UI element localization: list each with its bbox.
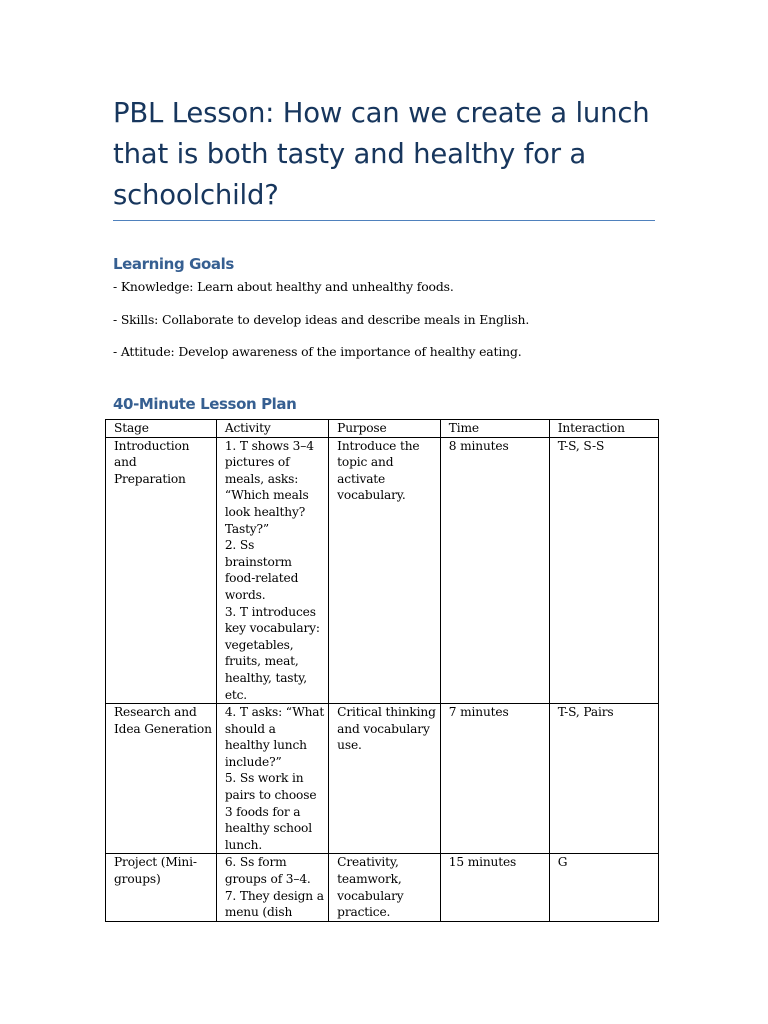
- cell-text: topic and: [337, 455, 394, 470]
- cell-text: T-S, Pairs: [557, 705, 614, 720]
- title-line: that is both tasty and healthy for a: [113, 138, 587, 170]
- cell-text: use.: [337, 738, 362, 753]
- cell-activity: [216, 437, 328, 704]
- cell-text: and: [114, 455, 137, 470]
- cell-text: practice.: [337, 905, 391, 920]
- cell-text: Preparation: [114, 471, 186, 486]
- lesson-plan-table: [105, 419, 659, 922]
- cell-text: 5. Ss work in: [224, 771, 304, 786]
- cell-purpose: [329, 854, 441, 921]
- cell-text: food-related: [224, 571, 299, 586]
- cell-text: “Which meals: [224, 488, 309, 503]
- lesson-plan-heading: 40-Minute Lesson Plan: [113, 395, 297, 413]
- goal-attitude: - Attitude: Develop awareness of the importance of healthy eating.: [113, 344, 522, 359]
- cell-text: groups): [114, 872, 161, 887]
- cell-text: Introduce the: [337, 438, 420, 453]
- cell-text: 3. T introduces: [224, 604, 316, 619]
- cell-text: healthy, tasty,: [224, 670, 308, 685]
- cell-interaction: [549, 854, 658, 921]
- table-row: [106, 437, 659, 704]
- cell-text: Creativity,: [337, 855, 399, 870]
- cell-text: pairs to choose: [224, 788, 317, 803]
- cell-purpose: [329, 437, 441, 704]
- cell-stage: [106, 854, 217, 921]
- cell-purpose: [329, 704, 441, 854]
- title-line: schoolchild?: [113, 179, 279, 211]
- cell-text: include?”: [224, 754, 282, 769]
- cell-text: Idea Generation: [114, 721, 212, 736]
- cell-text: Introduction: [114, 438, 190, 453]
- cell-text: look healthy?: [224, 504, 306, 519]
- cell-text: vocabulary.: [337, 488, 406, 503]
- cell-text: etc.: [224, 687, 248, 702]
- cell-text: and vocabulary: [337, 721, 430, 736]
- cell-text: groups of 3–4.: [224, 872, 311, 887]
- cell-text: vegetables,: [224, 637, 294, 652]
- cell-text: fruits, meat,: [224, 654, 299, 669]
- cell-interaction: [549, 437, 658, 704]
- cell-stage: [106, 437, 217, 704]
- column-header-purpose: Purpose: [329, 420, 441, 438]
- cell-text: 8 minutes: [448, 438, 509, 453]
- page-title: [113, 93, 673, 216]
- cell-text: brainstorm: [224, 554, 292, 569]
- cell-activity: [216, 854, 328, 921]
- cell-text: should a: [224, 721, 276, 736]
- cell-text: 7 minutes: [448, 705, 509, 720]
- cell-time: [440, 437, 549, 704]
- cell-text: healthy school: [224, 821, 312, 836]
- goal-skills: - Skills: Collaborate to develop ideas and describe meals in English.: [113, 312, 530, 327]
- cell-text: 6. Ss form: [224, 855, 287, 870]
- cell-text: Tasty?”: [224, 521, 270, 536]
- table-row: [106, 854, 659, 921]
- cell-text: lunch.: [224, 837, 263, 852]
- cell-text: key vocabulary:: [224, 621, 320, 636]
- cell-text: meals, asks:: [224, 471, 299, 486]
- cell-text: 15 minutes: [448, 855, 517, 870]
- cell-text: 3 foods for a: [224, 804, 301, 819]
- cell-text: activate: [337, 471, 386, 486]
- column-header-interaction: Interaction: [549, 420, 658, 438]
- cell-activity: [216, 704, 328, 854]
- cell-time: [440, 854, 549, 921]
- cell-text: pictures of: [224, 455, 290, 470]
- cell-text: healthy lunch: [224, 738, 307, 753]
- cell-text: 4. T asks: “What: [224, 705, 325, 720]
- cell-stage: [106, 704, 217, 854]
- title-divider: [113, 220, 655, 221]
- cell-text: menu (dish: [224, 905, 293, 920]
- column-header-stage: Stage: [106, 420, 217, 438]
- column-header-time: Time: [440, 420, 549, 438]
- learning-goals-heading: Learning Goals: [113, 255, 234, 273]
- cell-text: G: [557, 855, 568, 870]
- cell-text: 1. T shows 3–4: [224, 438, 314, 453]
- cell-time: [440, 704, 549, 854]
- cell-text: words.: [224, 587, 266, 602]
- cell-text: vocabulary: [337, 888, 404, 903]
- table-row: [106, 704, 659, 854]
- cell-text: T-S, S-S: [557, 438, 605, 453]
- cell-interaction: [549, 704, 658, 854]
- table-header-row: [106, 420, 659, 438]
- cell-text: Research and: [114, 705, 197, 720]
- cell-text: 2. Ss: [224, 538, 255, 553]
- goal-knowledge: - Knowledge: Learn about healthy and unhealthy foods.: [113, 279, 454, 294]
- cell-text: 7. They design a: [224, 888, 324, 903]
- cell-text: Critical thinking: [337, 705, 436, 720]
- title-line: PBL Lesson: How can we create a lunch: [113, 97, 650, 129]
- column-header-activity: Activity: [216, 420, 328, 438]
- cell-text: Project (Mini-: [114, 855, 197, 870]
- cell-text: teamwork,: [337, 872, 402, 887]
